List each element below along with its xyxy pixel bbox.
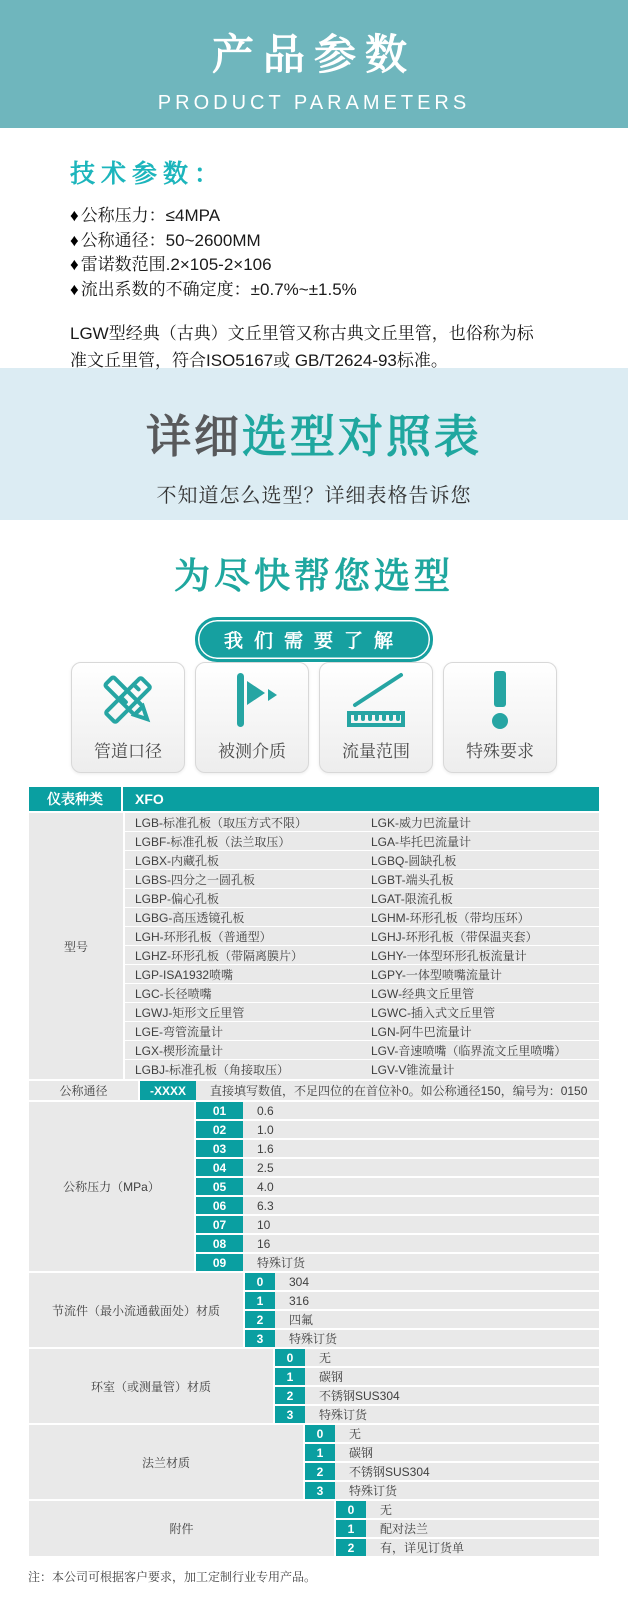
model-row [125,813,599,832]
throttle-rows [245,1273,599,1347]
tech-params-heading: 技术参数： [70,160,226,188]
requirement-card-label: 特殊要求 [466,742,534,761]
code-cell: 0 [275,1349,305,1366]
model-code-text: LGC-长径喷嘴 [135,986,212,1001]
model-code-text: LGBQ-圆缺孔板 [371,853,457,868]
code-cell: 08 [196,1235,243,1252]
pressure-rows [196,1102,599,1271]
model-selection-table [29,787,599,1556]
tech-param-item: ♦ 流出系数的不确定度：±0.7%~±1.5% [70,279,357,299]
model-code-text: LGE-弯管流量计 [135,1024,224,1039]
code-value: 316 [275,1292,599,1309]
pressure-code-row [196,1235,599,1252]
requirement-card-label: 被测介质 [218,742,286,761]
page-title: 产品参数 [211,31,416,78]
code-value: 不锈钢SUS304 [305,1387,599,1404]
model-code-text: LGWC-插入式文丘里管 [371,1005,495,1020]
chamber-code-row [275,1349,599,1366]
model-code-text: LGHJ-环形孔板（带保温夹套） [371,929,538,944]
throttle-section-label: 节流件（最小流通截面处）材质 [29,1273,245,1347]
chamber-code-row [275,1387,599,1404]
code-value: 特殊订货 [275,1330,599,1347]
diamond-bullet-icon: ♦ [70,206,79,225]
code-value: 4.0 [243,1178,599,1195]
diameter-section [29,1081,599,1100]
model-row [125,832,599,851]
code-cell: 0 [305,1425,335,1442]
code-cell: 04 [196,1159,243,1176]
requirement-cards [0,662,628,775]
model-code-text: LGBG-高压透镜孔板 [135,910,245,925]
code-value: 特殊订货 [305,1406,599,1423]
model-code-text: LGBS-四分之一圆孔板 [135,872,256,887]
diamond-bullet-icon: ♦ [70,279,79,299]
pressure-code-row [196,1197,599,1214]
page-header [0,0,628,128]
code-cell: 2 [245,1311,275,1328]
chamber-code-row [275,1406,599,1423]
chamber-material-section [29,1349,599,1423]
tech-params-section [0,128,628,368]
accessory-code-row [336,1501,599,1518]
code-value: 不锈钢SUS304 [335,1463,599,1480]
product-description: LGW型经典（古典）文丘里管又称古典文丘里管，也俗称为标准文丘里管，符合ISO5167或 GB/T2624-93标准。 [70,324,534,370]
code-value: 6.3 [243,1197,599,1214]
tech-params-list [70,204,588,302]
accessory-code-row [336,1520,599,1537]
model-row [125,908,599,927]
tech-param-item: ♦ 公称压力：≤4MPA [70,206,221,225]
flange-code-row [305,1444,599,1461]
model-code-text: LGBX-内藏孔板 [135,853,220,868]
pressure-code-row [196,1159,599,1176]
model-code-text: LGP-ISA1932喷嘴 [135,967,234,982]
code-cell: 05 [196,1178,243,1195]
model-code-text: LGHY-一体型环形孔板流量计 [371,948,527,963]
throttle-code-row [245,1330,599,1347]
code-value: 1.0 [243,1121,599,1138]
requirement-card-label: 流量范围 [342,742,410,761]
chamber-section-label: 环室（或测量管）材质 [29,1349,275,1423]
model-row [125,870,599,889]
flange-code-row [305,1463,599,1480]
diamond-bullet-icon: ♦ [70,255,79,274]
accessory-rows [336,1501,599,1556]
code-value: 特殊订货 [335,1482,599,1499]
pressure-code-row [196,1254,599,1271]
throttle-code-row [245,1292,599,1309]
model-code-text: LGBT-端头孔板 [371,872,454,887]
model-code-text: LGBF-标准孔板（法兰取压） [135,834,291,849]
code-value: 碳钢 [305,1368,599,1385]
tech-param-item: ♦ 公称通径：50~2600MM [70,230,261,250]
model-row [125,946,599,965]
code-value: 无 [305,1349,599,1366]
banner-title-dark: 详细 [145,411,242,462]
footnote: 注：本公司可根据客户要求，加工定制行业专用产品。 [28,1570,317,1584]
selection-intro-section [0,520,628,662]
model-code-text: LGAT-限流孔板 [371,891,453,906]
pressure-section [29,1102,599,1271]
pressure-code-row [196,1140,599,1157]
model-section-label: 型号 [29,813,125,1079]
model-row [125,927,599,946]
code-cell: 1 [305,1444,335,1461]
flow-range-icon [343,663,409,737]
model-code-text: LGHM-环形孔板（带均压环） [371,910,530,925]
pressure-code-row [196,1178,599,1195]
instrument-type-header: 仪表种类 [29,787,123,811]
diameter-row [140,1081,599,1100]
code-cell: 2 [305,1463,335,1480]
flange-rows [305,1425,599,1499]
throttle-code-row [245,1273,599,1290]
code-cell: 1 [275,1368,305,1385]
model-row [125,1060,599,1079]
code-cell: 07 [196,1216,243,1233]
selection-title: 为尽快帮您选型 [173,555,454,596]
chamber-code-row [275,1368,599,1385]
code-value: 10 [243,1216,599,1233]
code-cell: 2 [336,1539,366,1556]
pressure-code-row [196,1121,599,1138]
code-cell: 2 [275,1387,305,1404]
throttle-material-section [29,1273,599,1347]
model-row [125,1003,599,1022]
code-cell: 06 [196,1197,243,1214]
accessory-section [29,1501,599,1556]
model-row [125,889,599,908]
model-code-text: LGV-音速喷嘴（临界流文丘里喷嘴） [371,1043,567,1058]
code-cell: 3 [245,1330,275,1347]
model-code-text: LGWJ-矩形文丘里管 [135,1005,245,1020]
accessory-code-row [336,1539,599,1556]
pipe-diameter-icon [97,663,159,737]
code-value: 0.6 [243,1102,599,1119]
code-value: 无 [335,1425,599,1442]
code-cell: 0 [245,1273,275,1290]
requirement-card-流量范围 [319,662,433,773]
model-code-text: LGBJ-标准孔板（角接取压） [135,1063,290,1077]
series-code-header: XFO [135,791,164,807]
special-request-icon [469,663,531,737]
flange-code-row [305,1482,599,1499]
code-cell: 02 [196,1121,243,1138]
requirement-card-管道口径 [71,662,185,773]
model-code-text: LGK-威力巴流量计 [371,815,472,830]
model-rows [125,813,599,1079]
chamber-rows [275,1349,599,1423]
banner-title [0,400,628,465]
model-row [125,984,599,1003]
model-code-text: LGBP-偏心孔板 [135,891,220,906]
model-code-text: LGHZ-环形孔板（带隔离膜片） [135,948,304,963]
model-code-text: LGB-标准孔板（取压方式不限） [135,815,308,830]
pressure-code-row [196,1216,599,1233]
code-value: 16 [243,1235,599,1252]
requirement-card-label: 管道口径 [94,742,162,761]
code-cell: 1 [336,1520,366,1537]
code-cell: 03 [196,1140,243,1157]
model-row [125,851,599,870]
flange-code-row [305,1425,599,1442]
we-need-to-know-button[interactable]: 我们需要了解 [195,617,433,662]
code-value: 碳钢 [335,1444,599,1461]
diameter-note: 直接填写数值，不足四位的在首位补0。如公称通径150，编号为：0150 [196,1081,599,1100]
table-header-row [29,787,599,811]
selection-table-banner [0,368,628,520]
code-cell: 0 [336,1501,366,1518]
diameter-code-cell: -XXXX [140,1081,196,1100]
code-value: 1.6 [243,1140,599,1157]
code-value: 无 [366,1501,599,1518]
pressure-section-label: 公称压力（MPa） [29,1102,196,1271]
page-subtitle: PRODUCT PARAMETERS [157,92,471,114]
diameter-section-label: 公称通径 [29,1081,140,1100]
banner-subtitle: 不知道怎么选型？详细表格告诉您 [156,485,472,507]
code-cell: 09 [196,1254,243,1271]
code-value: 有，详见订货单 [366,1539,599,1556]
code-value: 配对法兰 [366,1520,599,1537]
model-code-text: LGPY-一体型喷嘴流量计 [371,967,502,982]
code-cell: 01 [196,1102,243,1119]
tech-param-item: ♦ 雷诺数范围.2×105-2×106 [70,255,272,274]
model-code-text: LGX-楔形流量计 [135,1043,224,1058]
throttle-code-row [245,1311,599,1328]
code-value: 2.5 [243,1159,599,1176]
model-code-text: LGV-V锥流量计 [371,1063,455,1077]
model-row [125,1022,599,1041]
model-code-text: LGW-经典文丘里管 [371,986,475,1001]
requirement-card-特殊要求 [443,662,557,773]
code-value: 四氟 [275,1311,599,1328]
model-code-text: LGN-阿牛巴流量计 [371,1024,472,1039]
diamond-bullet-icon: ♦ [70,230,79,250]
banner-title-teal: 选型对照表 [242,411,483,462]
model-code-text: LGA-毕托巴流量计 [371,834,472,849]
model-code-text: LGH-环形孔板（普通型） [135,929,272,944]
flange-section-label: 法兰材质 [29,1425,305,1499]
code-value: 特殊订货 [243,1254,599,1271]
code-cell: 3 [275,1406,305,1423]
model-row [125,1041,599,1060]
pressure-code-row [196,1102,599,1119]
code-cell: 1 [245,1292,275,1309]
code-cell: 3 [305,1482,335,1499]
model-section [29,813,599,1079]
accessory-section-label: 附件 [29,1501,336,1556]
code-value: 304 [275,1273,599,1290]
requirement-card-被测介质 [195,662,309,773]
model-row [125,965,599,984]
flange-material-section [29,1425,599,1499]
medium-flag-icon [221,663,283,737]
